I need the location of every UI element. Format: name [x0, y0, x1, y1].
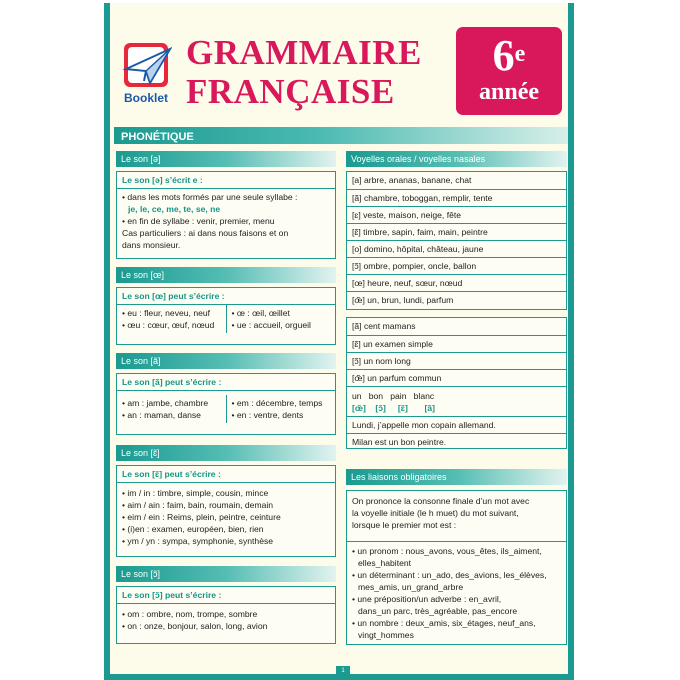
text-line: • en : ventre, dents: [231, 410, 304, 420]
box-liaisons-intro: [346, 490, 567, 542]
section-title: PHONÉTIQUE: [121, 131, 194, 143]
text-line: • un déterminant : un_ado, des_avions, les_élèves,: [352, 570, 547, 580]
box-son-e: [116, 171, 336, 259]
text-line: • une préposition/un adverbe : en_avril,: [352, 594, 502, 604]
page-title: [186, 33, 422, 111]
list-item: [ɔ̃] ombre, pompier, oncle, ballon: [347, 257, 566, 274]
text-line: mes_amis, un_grand_arbre: [358, 582, 464, 592]
list-item: [ɔ̃] un nom long: [347, 352, 566, 369]
grade-label: année: [479, 79, 539, 105]
worksheet-page: [104, 3, 574, 680]
text-line: • un nombre : deux_amis, six_étages, neuf_ans,: [352, 618, 536, 628]
subhead-son-on: Le son [ɔ̃]: [116, 566, 336, 582]
paper-plane-logo-icon: [120, 39, 172, 91]
text-line: • en fin de syllabe : venir, premier, menu: [122, 216, 275, 226]
combo-phonetics: [œ̃] [ɔ̃] [ɛ̃] [ã]: [352, 403, 436, 413]
subhead-voyelles: Voyelles orales / voyelles nasales: [346, 151, 567, 167]
text-line: dans_un parc, très_agréable, pas_encore: [358, 606, 518, 616]
box-title: Le son [œ] peut s’écrire :: [117, 288, 335, 305]
grade-badge: [456, 27, 562, 115]
list-item: [œ̃] un, brun, lundi, parfum: [347, 291, 566, 308]
text-line: • eim / ein : Reims, plein, peintre, ceinture: [122, 512, 281, 522]
list-item: [347, 386, 566, 416]
combo-words: un bon pain blanc: [352, 391, 435, 401]
list-item: [ɛ̃] timbre, sapin, faim, main, peintre: [347, 223, 566, 240]
list-item: Lundi, j’appelle mon copain allemand.: [347, 416, 566, 433]
subhead-son-e: Le son [ə]: [116, 151, 336, 167]
text-line: • eu : fleur, neveu, neuf: [122, 308, 211, 318]
text-line: • œu : cœur, œuf, nœud: [122, 320, 215, 330]
list-item: Milan est un bon peintre.: [347, 433, 566, 450]
text-line: • (i)en : examen, européen, bien, rien: [122, 524, 264, 534]
text-line: • am : jambe, chambre: [122, 398, 209, 408]
list-item: [ã] chambre, toboggan, remplir, tente: [347, 189, 566, 206]
subhead-son-oe: Le son [œ]: [116, 267, 336, 283]
text-line: • im / in : timbre, simple, cousin, mince: [122, 488, 269, 498]
vowel-list: [346, 171, 567, 310]
box-liaisons-list: [346, 541, 567, 645]
text-line: • dans les mots formés par une seule syllabe :: [122, 192, 298, 202]
box-son-oe: [116, 287, 336, 345]
list-item: [ɛ] veste, maison, neige, fête: [347, 206, 566, 223]
text-line: • aim / ain : faim, bain, roumain, demain: [122, 500, 274, 510]
text-line: lorsque le premier mot est :: [352, 520, 457, 530]
box-title: Le son [ɛ̃] peut s’écrire :: [117, 466, 335, 483]
subhead-son-an: Le son [ã]: [116, 353, 336, 369]
text-line: vingt_hommes: [358, 630, 414, 640]
section-header: [114, 127, 568, 144]
list-item: [œ̃] un parfum commun: [347, 369, 566, 386]
box-title: Le son [ã] peut s’écrire :: [117, 374, 335, 391]
text-line: On prononce la consonne finale d’un mot avec: [352, 496, 530, 506]
text-line: • ue : accueil, orgueil: [231, 320, 311, 330]
text-line: • ym / yn : sympa, symphonie, synthèse: [122, 536, 274, 546]
text-line: • om : ombre, nom, trompe, sombre: [122, 609, 258, 619]
page-number: 1: [336, 666, 350, 677]
list-item: [a] arbre, ananas, banane, chat: [352, 175, 472, 185]
text-line: • on : onze, bonjour, salon, long, avion: [122, 621, 268, 631]
text-line: • an : maman, danse: [122, 410, 201, 420]
grade-suffix: e: [514, 41, 526, 67]
list-item: [ã] cent mamans: [352, 321, 416, 331]
title-line-2: FRANÇAISE: [186, 72, 395, 111]
text-line: dans monsieur.: [122, 240, 181, 250]
subhead-son-in: Le son [ɛ̃]: [116, 445, 336, 461]
nasal-examples-list: [346, 317, 567, 449]
list-item: [ɛ̃] un examen simple: [347, 335, 566, 352]
grade-number: 6: [492, 31, 515, 80]
text-line: Cas particuliers : ai dans nous faisons et on: [122, 228, 289, 238]
list-item: [œ] heure, neuf, sœur, nœud: [347, 274, 566, 291]
list-item: [o] domino, hôpital, château, jaune: [347, 240, 566, 257]
subhead-liaisons: Les liaisons obligatoires: [346, 469, 567, 485]
text-line: elles_habitent: [358, 558, 412, 568]
text-line: • un pronom : nous_avons, vous_êtes, ils_aiment,: [352, 546, 542, 556]
box-title: Le son [ɔ̃] peut s’écrire :: [117, 587, 335, 604]
text-line: la voyelle initiale (le h muet) du mot suivant,: [352, 508, 519, 518]
box-son-an: [116, 373, 336, 435]
text-line: • œ : œil, œillet: [231, 308, 290, 318]
title-line-1: GRAMMAIRE: [186, 33, 422, 72]
box-title: Le son [ə] s’écrit e :: [117, 172, 335, 189]
brand-name: Booklet: [124, 91, 169, 105]
text-line: • em : décembre, temps: [231, 398, 323, 408]
box-son-on: [116, 586, 336, 644]
box-son-in: [116, 465, 336, 557]
text-line: je, le, ce, me, te, se, ne: [128, 204, 221, 214]
